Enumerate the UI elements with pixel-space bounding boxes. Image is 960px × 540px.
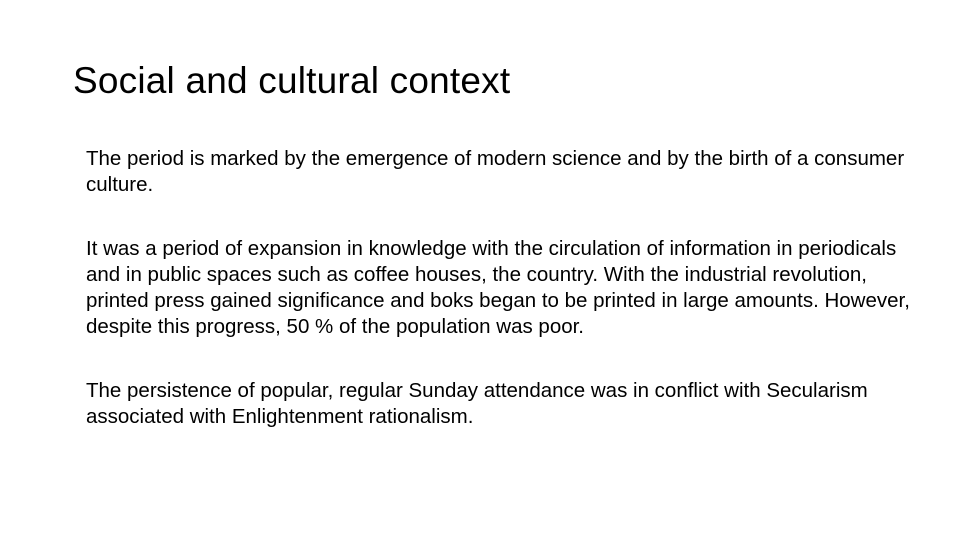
slide-title: Social and cultural context [73, 60, 511, 101]
paragraph-science-consumer: The period is marked by the emergence of modern science and by the birth of a consumer culture. [86, 147, 905, 196]
slide-body [86, 146, 916, 468]
paragraph-sunday-attendance: The persistence of popular, regular Sunday attendance was in conflict with Secularism associated with Enlightenment rationalism. [86, 379, 868, 428]
paragraph-knowledge-expansion: It was a period of expansion in knowledge with the circulation of information in periodicals and in public spaces such as coffee houses, the country. With the industrial revolution, printed press gained significance and boks began to be printed in large amounts. However, despite this progress, 50 % of the population was poor. [86, 237, 910, 338]
